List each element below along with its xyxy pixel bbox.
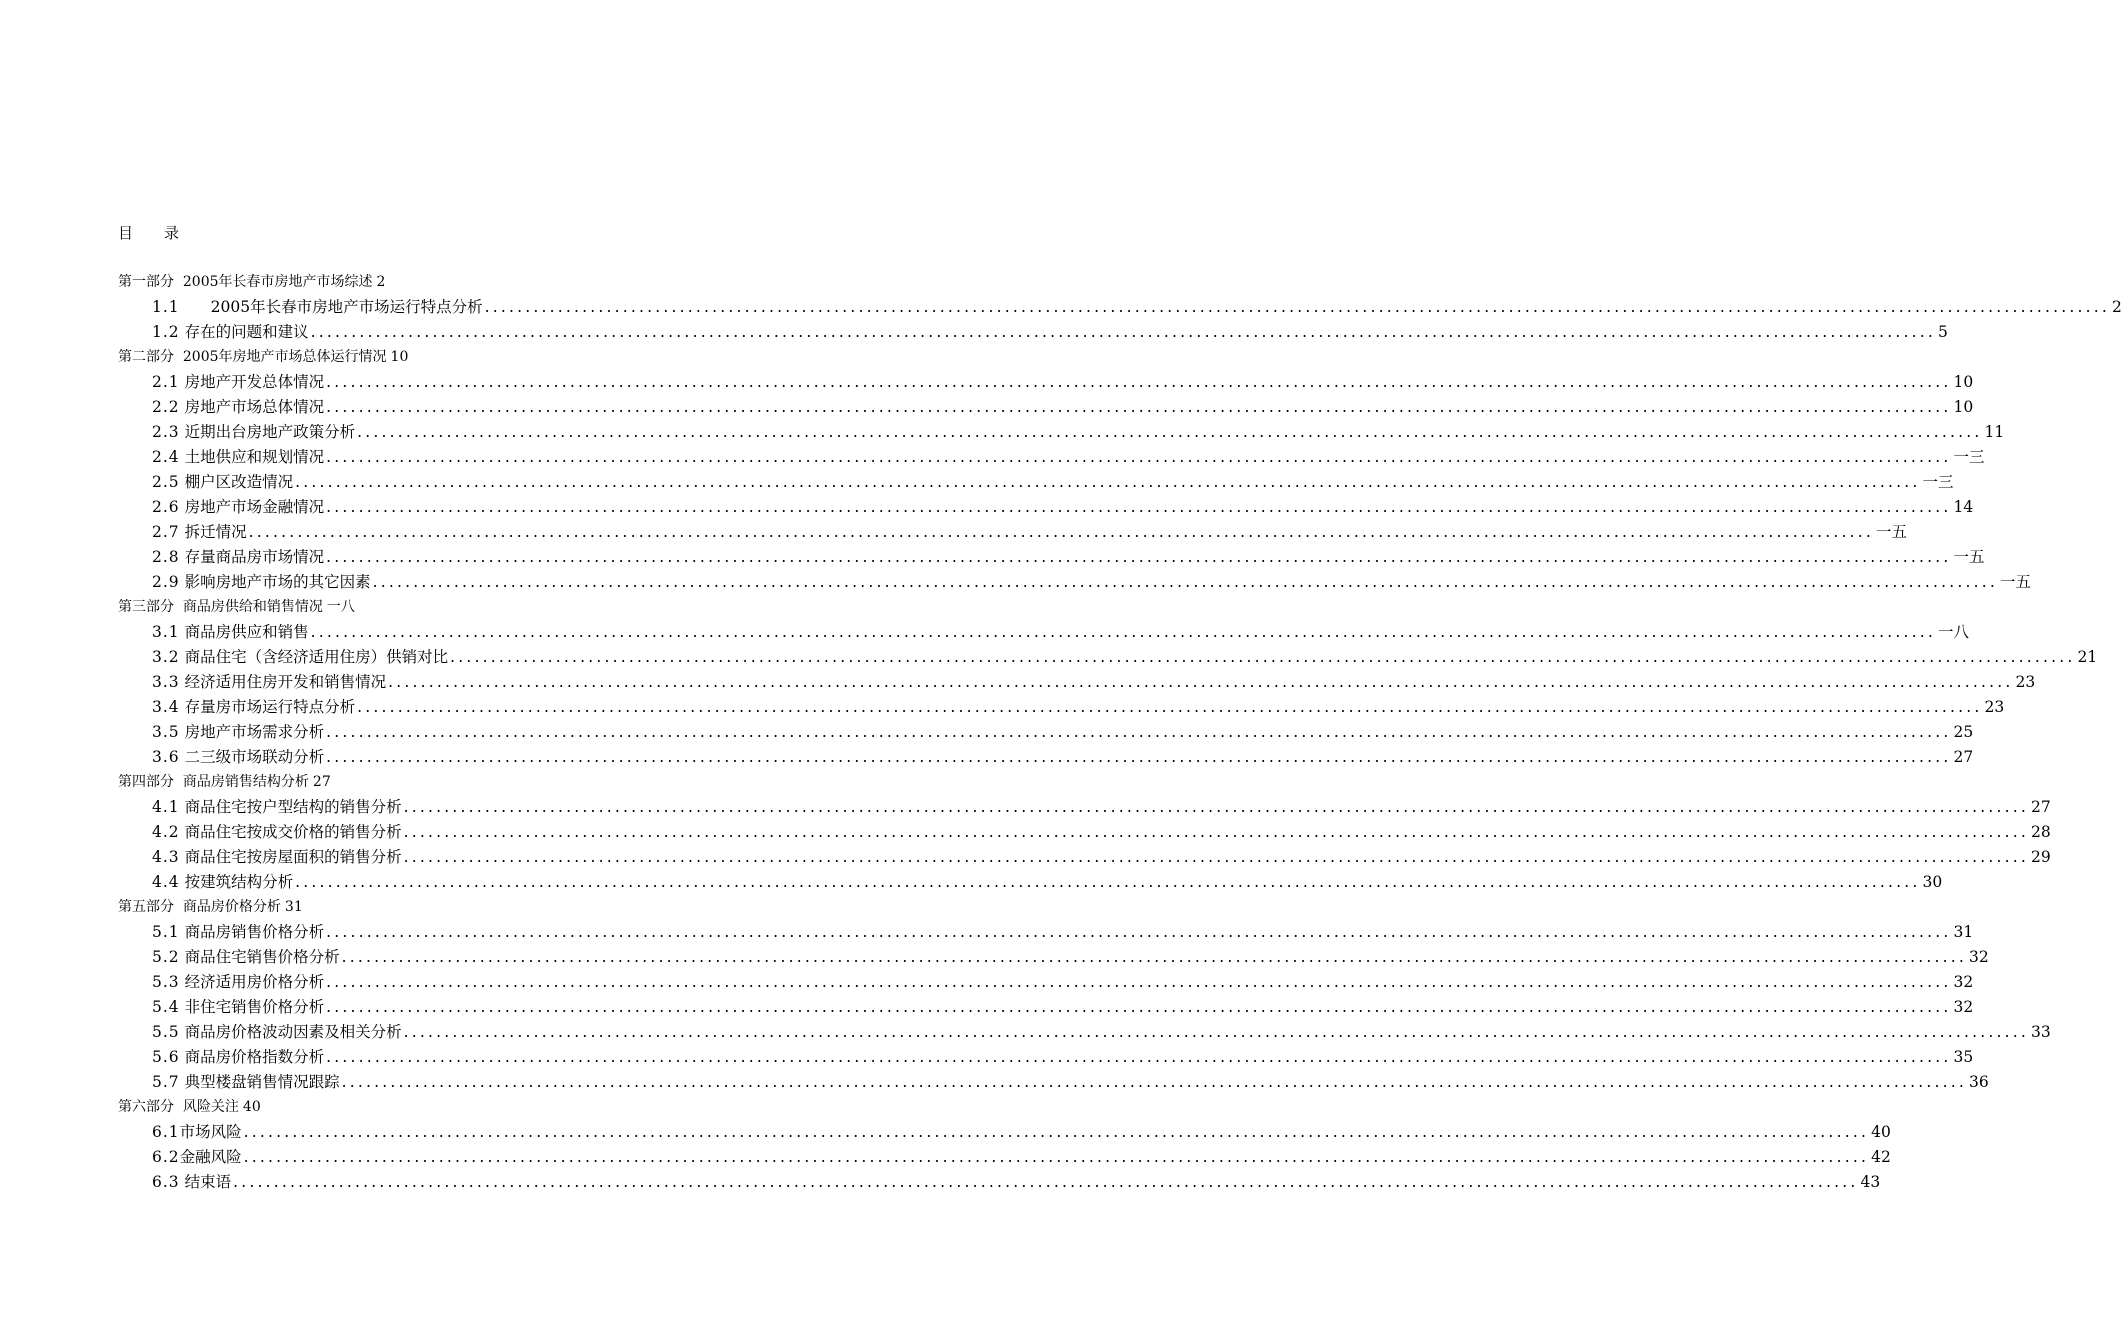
toc-entry-number: 5.7 [152,1073,180,1091]
toc-entry-number: 1.1 [152,298,180,316]
toc-entry[interactable] [152,1120,1891,1145]
toc-entry-number: 3.6 [152,748,180,766]
toc-entry-number: 5.6 [152,1048,180,1066]
toc-entry-page-number: 32 [1969,948,1989,966]
toc-entry-page-number: 14 [1953,498,1974,516]
toc-entry[interactable] [152,970,1974,995]
toc-entry-title: 商品房供应和销售 [179,623,309,641]
toc-entry[interactable] [152,745,1974,770]
toc-entry[interactable] [152,370,1974,395]
toc-entry[interactable] [152,695,2005,720]
toc-entry[interactable] [152,1045,1974,1070]
toc-title: 目 录 [118,224,188,242]
toc-entry[interactable] [152,395,1974,420]
toc-entry-title: 商品住宅销售价格分析 [179,948,340,966]
toc-entry-page-number: 33 [2031,1023,2051,1041]
toc-entry-page-number: 一三 [1922,473,1954,491]
toc-part-label: 第六部分 风险关注 [118,1099,239,1115]
toc-entry-page-number: 36 [1969,1073,1989,1091]
toc-entry-number: 2.8 [152,548,180,566]
toc-entry-number: 2.2 [152,398,180,416]
toc-part-page-number: 2 [376,274,386,290]
toc-entry-page-number: 一三 [1953,448,1985,466]
toc-entry-title: 金融风险 [179,1148,242,1166]
toc-entry-number: 6.2 [152,1148,180,1166]
toc-entry[interactable] [152,1070,1989,1095]
toc-entry-title: 商品住宅按房屋面积的销售分析 [179,848,402,866]
dot-leader: ........................................................................................................................................................................................................ [326,498,1952,516]
toc-entry-title: 2005年长春市房地产市场运行特点分析 [179,298,483,316]
toc-entry-title: 经济适用房价格分析 [179,973,325,991]
toc-entry-number: 2.3 [152,423,180,441]
toc-entry-page-number: 2 [2112,298,2122,316]
toc-entry[interactable] [152,520,1908,545]
toc-entry-page-number: 25 [1953,723,1974,741]
toc-entry[interactable] [152,570,2032,595]
toc-entry-page-number: 一五 [1876,523,1908,541]
toc-entry[interactable] [152,495,1974,520]
toc-entry[interactable] [152,645,2098,670]
toc-entry-title: 商品房价格波动因素及相关分析 [179,1023,402,1041]
dot-leader: ........................................................................................................................................................................................................ [243,1123,1870,1141]
dot-leader: ........................................................................................................................................................................................................ [326,548,1952,566]
toc-entry-number: 1.2 [152,323,180,341]
toc-part-label: 第四部分 商品房销售结构分析 [118,774,309,790]
toc-entry-page-number: 一八 [1938,623,1970,641]
dot-leader: ........................................................................................................................................................................................................ [326,723,1952,741]
toc-entry-page-number: 43 [1860,1173,1881,1191]
toc-entry[interactable] [152,295,2122,320]
dot-leader: ........................................................................................................................................................................................................ [403,848,2029,866]
toc-entry-number: 5.5 [152,1023,180,1041]
toc-entry-title: 影响房地产市场的其它因素 [179,573,371,591]
toc-entry-title: 房地产市场金融情况 [179,498,325,516]
dot-leader: ........................................................................................................................................................................................................ [326,1048,1952,1066]
toc-entry-number: 6.1 [152,1123,180,1141]
dot-leader: ........................................................................................................................................................................................................ [326,448,1952,466]
toc-part-heading[interactable] [118,595,884,620]
toc-entry-number: 3.2 [152,648,180,666]
toc-entry-page-number: 21 [2077,648,2098,666]
toc-part-page-number: 10 [390,349,409,365]
toc-entry-number: 2.1 [152,373,180,391]
toc-entry-title: 存量商品房市场情况 [179,548,325,566]
dot-leader: ........................................................................................................................................................................................................ [295,873,1921,891]
toc-entry-title: 典型楼盘销售情况跟踪 [179,1073,340,1091]
toc-entry-title: 商品房销售价格分析 [179,923,325,941]
toc-entry-title: 棚户区改造情况 [179,473,294,491]
toc-part-label: 第一部分 2005年长春市房地产市场综述 [118,274,373,290]
toc-entry-number: 5.4 [152,998,180,1016]
dot-leader: ........................................................................................................................................................................................................ [326,923,1952,941]
toc-entry[interactable] [152,920,1974,945]
toc-entry[interactable] [152,470,1954,495]
table-of-contents [118,270,2122,1195]
toc-part-heading[interactable] [118,270,884,295]
toc-part-label: 第二部分 2005年房地产市场总体运行情况 [118,349,387,365]
toc-entry-page-number: 11 [1984,423,2005,441]
toc-part-page-number: 40 [242,1099,261,1115]
toc-entry-page-number: 23 [2015,673,2036,691]
toc-entry[interactable] [152,1020,2051,1045]
toc-entry-page-number: 35 [1953,1048,1974,1066]
toc-entry-number: 4.1 [152,798,180,816]
dot-leader: ........................................................................................................................................................................................................ [233,1173,1859,1191]
toc-entry-title: 商品住宅按户型结构的销售分析 [179,798,402,816]
toc-entry-number: 6.3 [152,1173,180,1191]
dot-leader: ........................................................................................................................................................................................................ [326,373,1952,391]
toc-entry-title: 按建筑结构分析 [179,873,294,891]
toc-part-label: 第五部分 商品房价格分析 [118,899,281,915]
toc-entry-title: 近期出台房地产政策分析 [179,423,356,441]
toc-entry-page-number: 31 [1953,923,1974,941]
toc-entry-page-number: 10 [1953,373,1974,391]
toc-entry-title: 非住宅销售价格分析 [179,998,325,1016]
toc-entry-title: 房地产开发总体情况 [179,373,325,391]
dot-leader: ........................................................................................................................................................................................................ [357,698,1983,716]
dot-leader: ........................................................................................................................................................................................................ [243,1148,1870,1166]
dot-leader: ........................................................................................................................................................................................................ [248,523,1874,541]
dot-leader: ........................................................................................................................................................................................................ [341,1073,1967,1091]
toc-entry-title: 市场风险 [179,1123,242,1141]
toc-part-page-number: 一八 [326,599,355,615]
toc-entry[interactable] [152,320,1948,345]
toc-entry-number: 5.2 [152,948,180,966]
dot-leader: ........................................................................................................................................................................................................ [326,973,1952,991]
toc-entry-number: 3.4 [152,698,180,716]
toc-entry-page-number: 32 [1953,998,1974,1016]
toc-entry[interactable] [152,670,2036,695]
dot-leader: ........................................................................................................................................................................................................ [388,673,2014,691]
toc-entry[interactable] [152,445,1985,470]
dot-leader: ........................................................................................................................................................................................................ [372,573,1998,591]
toc-entry[interactable] [152,420,2005,445]
toc-entry-title: 二三级市场联动分析 [179,748,325,766]
dot-leader: ........................................................................................................................................................................................................ [357,423,1983,441]
toc-entry-page-number: 29 [2031,848,2051,866]
toc-entry-title: 商品住宅（含经济适用住房）供销对比 [179,648,449,666]
toc-entry-page-number: 一五 [1953,548,1985,566]
toc-entry-number: 3.1 [152,623,180,641]
toc-entry-page-number: 一五 [2000,573,2032,591]
dot-leader: ........................................................................................................................................................................................................ [484,298,2111,316]
toc-entry-number: 4.4 [152,873,180,891]
toc-entry-page-number: 32 [1953,973,1974,991]
toc-entry-title: 土地供应和规划情况 [179,448,325,466]
toc-entry[interactable] [152,1170,1881,1195]
toc-entry[interactable] [152,995,1974,1020]
toc-entry[interactable] [152,845,2051,870]
toc-part-page-number: 31 [284,899,303,915]
toc-entry[interactable] [152,870,1943,895]
toc-entry[interactable] [152,795,2051,820]
toc-entry-page-number: 27 [2031,798,2051,816]
toc-entry-page-number: 23 [1984,698,2005,716]
toc-entry[interactable] [152,620,1970,645]
dot-leader: ........................................................................................................................................................................................................ [403,823,2029,841]
toc-entry-title: 拆迁情况 [179,523,247,541]
toc-entry-title: 商品住宅按成交价格的销售分析 [179,823,402,841]
toc-entry-number: 2.7 [152,523,180,541]
toc-entry[interactable] [152,1145,1891,1170]
toc-part-page-number: 27 [312,774,331,790]
toc-entry-number: 3.3 [152,673,180,691]
dot-leader: ........................................................................................................................................................................................................ [310,323,1936,341]
toc-entry-page-number: 5 [1938,323,1948,341]
toc-entry-title: 经济适用住房开发和销售情况 [179,673,387,691]
toc-entry[interactable] [152,720,1974,745]
toc-entry-title: 房地产市场总体情况 [179,398,325,416]
toc-entry[interactable] [152,820,2051,845]
toc-entry-number: 4.3 [152,848,180,866]
dot-leader: ........................................................................................................................................................................................................ [326,398,1952,416]
toc-entry-number: 5.3 [152,973,180,991]
toc-entry-number: 2.6 [152,498,180,516]
dot-leader: ........................................................................................................................................................................................................ [295,473,1921,491]
dot-leader: ........................................................................................................................................................................................................ [310,623,1936,641]
toc-part-label: 第三部分 商品房供给和销售情况 [118,599,323,615]
dot-leader: ........................................................................................................................................................................................................ [341,948,1967,966]
dot-leader: ........................................................................................................................................................................................................ [326,998,1952,1016]
toc-entry-title: 存量房市场运行特点分析 [179,698,356,716]
toc-entry[interactable] [152,545,1985,570]
toc-entry-title: 房地产市场需求分析 [179,723,325,741]
toc-entry-title: 商品房价格指数分析 [179,1048,325,1066]
toc-entry-page-number: 40 [1871,1123,1891,1141]
dot-leader: ........................................................................................................................................................................................................ [326,748,1952,766]
dot-leader: ........................................................................................................................................................................................................ [450,648,2076,666]
toc-entry-title: 存在的问题和建议 [179,323,309,341]
toc-part-heading[interactable] [118,895,884,920]
toc-entry-page-number: 42 [1871,1148,1891,1166]
toc-part-heading[interactable] [118,770,884,795]
toc-entry-number: 2.4 [152,448,180,466]
toc-entry-page-number: 30 [1922,873,1943,891]
toc-entry-page-number: 27 [1953,748,1974,766]
toc-entry-number: 4.2 [152,823,180,841]
toc-entry-number: 5.1 [152,923,180,941]
toc-entry-page-number: 28 [2031,823,2051,841]
toc-part-heading[interactable] [118,1095,884,1120]
toc-entry[interactable] [152,945,1989,970]
dot-leader: ........................................................................................................................................................................................................ [403,798,2029,816]
toc-entry-number: 3.5 [152,723,180,741]
toc-entry-number: 2.5 [152,473,180,491]
toc-entry-page-number: 10 [1953,398,1974,416]
toc-entry-title: 结束语 [179,1173,232,1191]
toc-entry-number: 2.9 [152,573,180,591]
dot-leader: ........................................................................................................................................................................................................ [403,1023,2029,1041]
toc-part-heading[interactable] [118,345,884,370]
